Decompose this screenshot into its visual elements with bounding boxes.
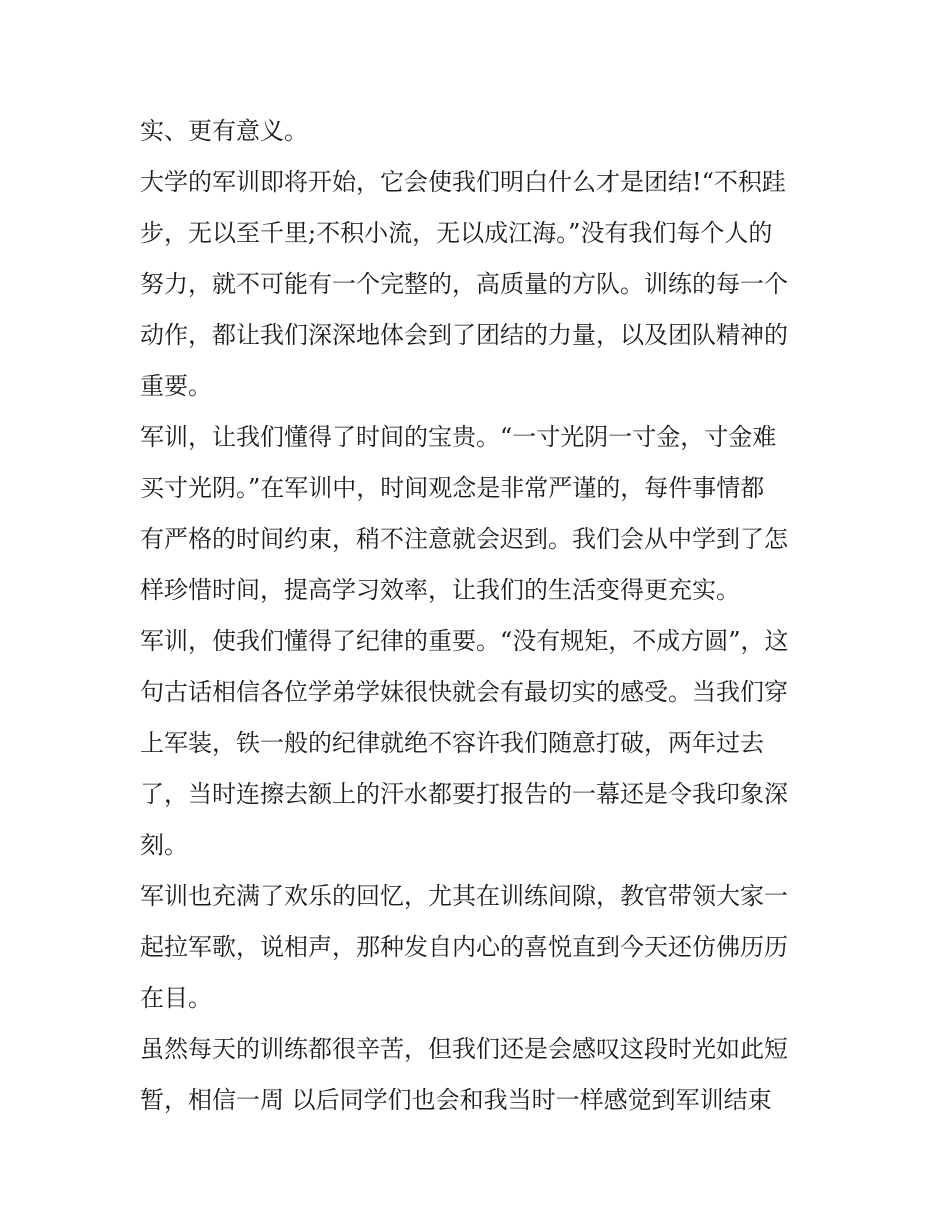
text-line: 实、更有意义。 bbox=[140, 117, 308, 145]
text-line: 军训，使我们懂得了纪律的重要。“没有规矩，不成方圆”，这 bbox=[140, 627, 789, 655]
text-line: 起拉军歌，说相声，那种发自内心的喜悦直到今天还仿佛历历 bbox=[140, 933, 788, 961]
text-line: 大学的军训即将开始，它会使我们明白什么才是团结!“不积跬 bbox=[140, 168, 786, 196]
text-line: 军训，让我们懂得了时间的宝贵。“一寸光阴一寸金，寸金难 bbox=[140, 423, 777, 451]
text-line: 上军装，铁一般的纪律就绝不容许我们随意打破，两年过去 bbox=[140, 729, 764, 757]
text-line: 步，无以至千里;不积小流，无以成江海。”没有我们每个人的 bbox=[140, 219, 773, 247]
text-line: 重要。 bbox=[140, 372, 212, 400]
text-line: 虽然每天的训练都很辛苦，但我们还是会感叹这段时光如此短 bbox=[140, 1035, 788, 1063]
text-line: 了，当时连擦去额上的汗水都要打报告的一幕还是令我印象深 bbox=[140, 780, 788, 808]
text-line: 暂，相信一周 以后同学们也会和我当时一样感觉到军训结束 bbox=[140, 1086, 772, 1114]
text-line: 句古话相信各位学弟学妹很快就会有最切实的感受。当我们穿 bbox=[140, 678, 788, 706]
text-line: 军训也充满了欢乐的回忆，尤其在训练间隙，教官带领大家一 bbox=[140, 882, 788, 910]
text-line: 动作，都让我们深深地体会到了团结的力量，以及团队精神的 bbox=[140, 321, 788, 349]
text-line: 在目。 bbox=[140, 984, 212, 1012]
text-line: 有严格的时间约束，稍不注意就会迟到。我们会从中学到了怎 bbox=[140, 525, 788, 553]
text-line: 买寸光阴。”在军训中，时间观念是非常严谨的，每件事情都 bbox=[140, 474, 765, 502]
text-line: 努力，就不可能有一个完整的，高质量的方队。训练的每一个 bbox=[140, 270, 788, 298]
text-line: 样珍惜时间，提高学习效率，让我们的生活变得更充实。 bbox=[140, 576, 740, 604]
document-body bbox=[140, 106, 820, 1126]
text-line: 刻。 bbox=[140, 831, 188, 859]
